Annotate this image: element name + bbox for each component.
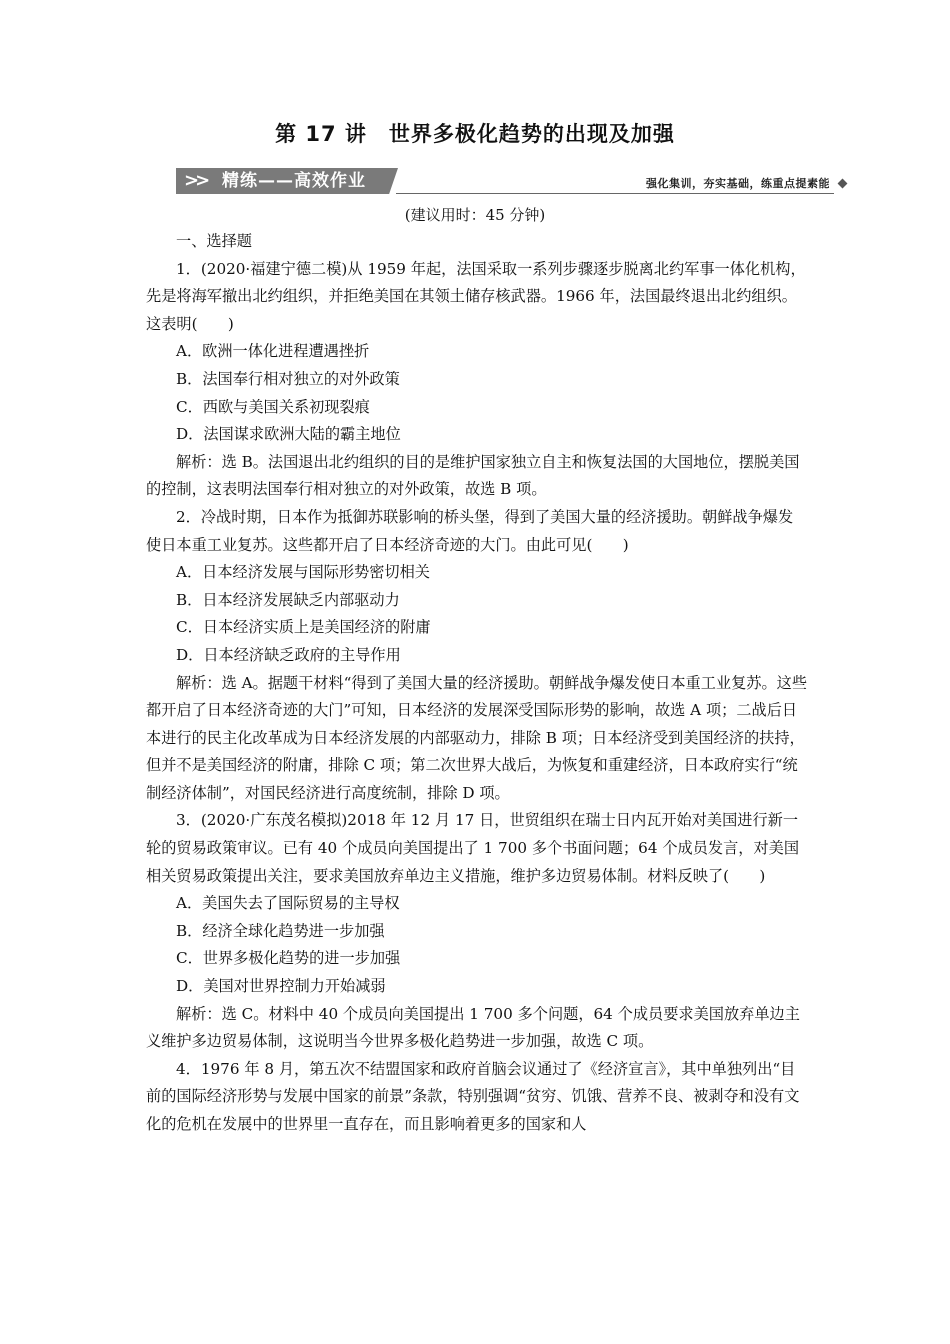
double-chevron-icon: >> (184, 170, 207, 191)
option-a: A．欧洲一体化进程遭遇挫折 (176, 342, 370, 361)
option-d: D．法国谋求欧洲大陆的霸主地位 (176, 425, 401, 444)
option-a: A．美国失去了国际贸易的主导权 (176, 894, 400, 913)
page-title: 第 17 讲 世界多极化趋势的出现及加强 (275, 122, 675, 146)
option-d: D．美国对世界控制力开始减弱 (176, 977, 386, 996)
analysis: 解析：选 A。据题干材料“得到了美国大量的经济援助。朝鲜战争爆发使日本重工业复苏。这些都开启了日本经济奇迹的大门”可知，日本经济的发展深受国际形势的影响，故选 A 项；二战后日本进行的民主化改革成为日本经济发展的内部驱动力，排除 B 项；日本经济受到美国经济的扶持，但并不是美国经济的附庸，排除 C 项；第二次世界大战后，为恢复和重建经济，日本政府实行“统制经济体制”，对国民经济进行高度统制，排除 D 项。 (146, 673, 808, 802)
option-c: C．西欧与美国关系初现裂痕 (176, 397, 370, 416)
question-3 (146, 807, 808, 1055)
analysis: 解析：选 C。材料中 40 个成员向美国提出 1 700 多个问题，64 个成员要求美国放弃单边主义维护多边贸易体制，这说明当今世界多极化趋势进一步加强，故选 C 项。 (146, 1004, 800, 1051)
question-4 (146, 1056, 808, 1139)
option-a: A．日本经济发展与国际形势密切相关 (176, 563, 430, 582)
analysis: 解析：选 B。法国退出北约组织的目的是维护国家独立自主和恢复法国的大国地位，摆脱美国的控制，这表明法国奉行相对独立的对外政策，故选 B 项。 (146, 452, 800, 499)
question-2 (146, 504, 808, 808)
time-note: (建议用时：45 分钟) (404, 206, 546, 224)
question-1 (146, 256, 808, 504)
question-list (146, 228, 808, 1139)
section-heading: 一、选择题 (176, 232, 252, 250)
option-b: B．经济全球化趋势进一步加强 (176, 921, 385, 940)
option-b: B．日本经济发展缺乏内部驱动力 (176, 590, 400, 609)
question-stem: 3．(2020·广东茂名模拟)2018 年 12 月 17 日，世贸组织在瑞士日内瓦开始对美国进行新一轮的贸易政策审议。已有 40 个成员向美国提出了 1 700 多个书面问题；64 个成员发言，对美国相关贸易政策提出关注，要求美国放弃单边主义措施，维护多边贸易体制。材料反映了( ) (146, 811, 800, 885)
option-c: C．日本经济实质上是美国经济的附庸 (176, 618, 431, 637)
banner-label: 精练——高效作业 (222, 171, 366, 191)
question-stem: 4．1976 年 8 月，第五次不结盟国家和政府首脑会议通过了《经济宣言》，其中单独列出“目前的国际经济形势与发展中国家的前景”条款，特别强调“贫穷、饥饿、营养不良、被剥夺和没有文化的危机在发展中的世界里一直存在，而且影响着更多的国家和人 (146, 1059, 800, 1133)
question-stem: 1．(2020·福建宁德二模)从 1959 年起，法国采取一系列步骤逐步脱离北约军事一体化机构，先是将海军撤出北约组织，并拒绝美国在其领土储存核武器。1966 年，法国最终退出北约组织。这表明( ) (146, 259, 806, 333)
option-b: B．法国奉行相对独立的对外政策 (176, 369, 400, 388)
banner-divider (396, 193, 834, 194)
option-c: C．世界多极化趋势的进一步加强 (176, 949, 401, 968)
section-banner (176, 164, 848, 196)
diamond-icon (838, 179, 848, 189)
option-d: D．日本经济缺乏政府的主导作用 (176, 645, 401, 664)
question-stem: 2．冷战时期，日本作为抵御苏联影响的桥头堡，得到了美国大量的经济援助。朝鲜战争爆发使日本重工业复苏。这些都开启了日本经济奇迹的大门。由此可见( ) (146, 507, 794, 554)
banner-slogan: 强化集训，夯实基础，练重点提素能 (646, 177, 830, 190)
